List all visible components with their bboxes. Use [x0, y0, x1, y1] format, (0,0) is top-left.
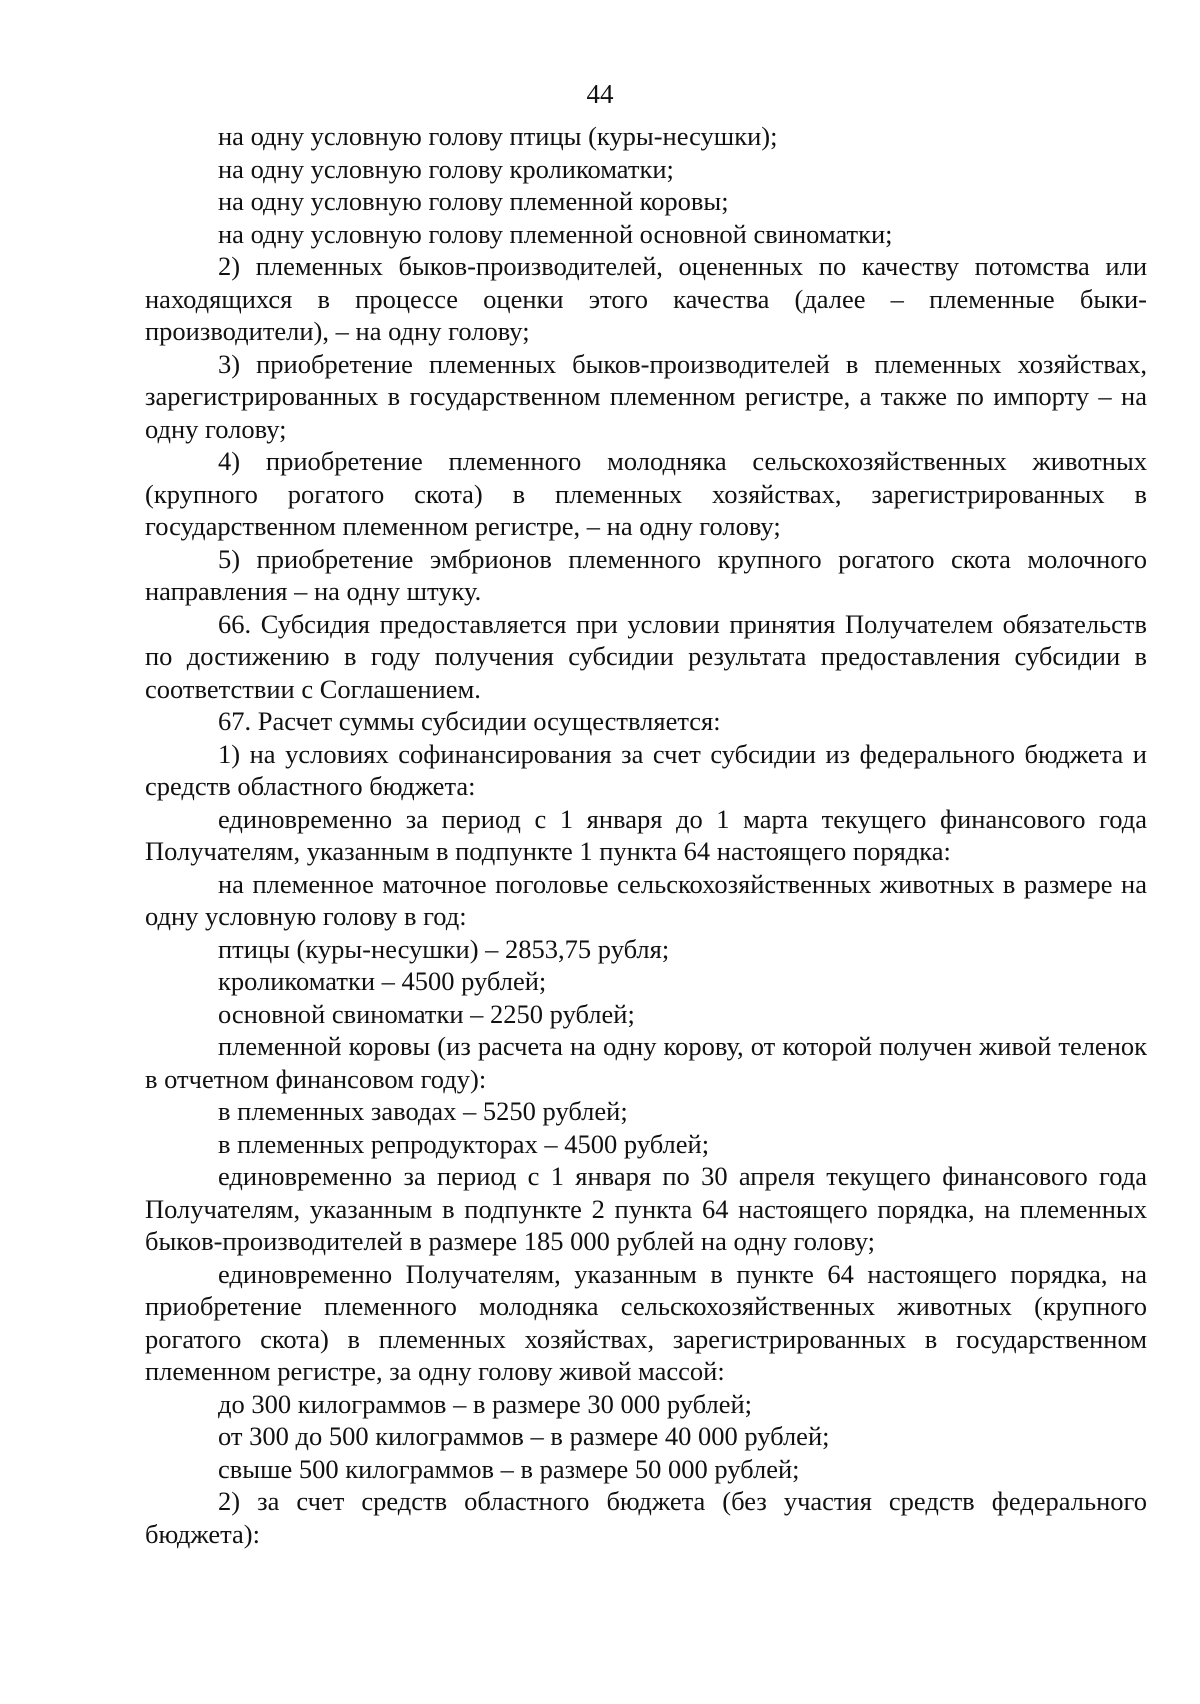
- paragraph: 67. Расчет суммы субсидии осуществляется:: [218, 706, 721, 736]
- paragraph: на племенное маточное поголовье сельскохозяйственных животных в размере на одну условную голову в год:: [145, 868, 1147, 931]
- paragraph: на одну условную голову птицы (куры-несушки);: [218, 121, 778, 151]
- paragraph: 2) за счет средств областного бюджета (без участия средств федерального бюджета):: [145, 1486, 1147, 1549]
- paragraph: 3) приобретение племенных быков-производителей в племенных хозяйствах, зарегистрированных в государственном племенном регистре, а также по импорту – на одну голову;: [145, 348, 1147, 444]
- paragraph: на одну условную голову кроликоматки;: [218, 153, 674, 184]
- paragraph: единовременно за период с 1 января по 30 апреля текущего финансового года Получателям, указанным в подпункте 2 пункта 64 настоящего порядка, на племенных быков-производителей в размере 185 000 рублей на одну голову;: [145, 1161, 1147, 1256]
- paragraph: до 300 килограммов – в размере 30 000 рублей;: [218, 1388, 753, 1419]
- paragraph: в племенных репродукторах – 4500 рублей;: [218, 1128, 710, 1159]
- paragraph: 5) приобретение эмбрионов племенного крупного рогатого скота молочного направления – на одну штуку.: [145, 543, 1147, 606]
- paragraph: единовременно Получателям, указанным в пункте 64 настоящего порядка, на приобретение племенного молодняка сельскохозяйственных животных (крупного рогатого скота) в племенных хозяйствах, зарегистрированных в государственном племенном регистре, за одну голову живой массой:: [145, 1258, 1147, 1386]
- paragraph: от 300 до 500 килограммов – в размере 40 000 рублей;: [218, 1421, 830, 1451]
- paragraph: в племенных заводах – 5250 рублей;: [218, 1096, 628, 1126]
- paragraph: единовременно за период с 1 января до 1 марта текущего финансового года Получателям, указанным в подпункте 1 пункта 64 настоящего порядка:: [145, 803, 1147, 866]
- page-number: 44: [586, 79, 614, 109]
- paragraph: птицы (куры-несушки) – 2853,75 рубля;: [218, 933, 670, 964]
- paragraph: кроликоматки – 4500 рублей;: [218, 966, 547, 996]
- paragraph: основной свиноматки – 2250 рублей;: [218, 998, 635, 1029]
- paragraph: 4) приобретение племенного молодняка сельскохозяйственных животных (крупного рогатого скота) в племенных хозяйствах, зарегистрированных в государственном племенном регистре, – на одну голову;: [145, 446, 1147, 541]
- paragraph: 2) племенных быков-производителей, оцененных по качеству потомства или находящихся в процессе оценки этого качества (далее – племенные быки-производители), – на одну голову;: [145, 251, 1147, 346]
- paragraph: свыше 500 килограммов – в размере 50 000 рублей;: [218, 1453, 800, 1484]
- document-body: [145, 120, 1147, 1550]
- paragraph: 1) на условиях софинансирования за счет субсидии из федерального бюджета и средств областного бюджета:: [145, 738, 1147, 801]
- paragraph: племенной коровы (из расчета на одну корову, от которой получен живой теленок в отчетном финансовом году):: [145, 1031, 1147, 1094]
- paragraph: на одну условную голову племенной основной свиноматки;: [218, 218, 893, 249]
- paragraph: 66. Субсидия предоставляется при условии принятия Получателем обязательств по достижению в году получения субсидии результата предоставления субсидии в соответствии с Соглашением.: [145, 608, 1147, 704]
- paragraph: на одну условную голову племенной коровы;: [218, 186, 729, 216]
